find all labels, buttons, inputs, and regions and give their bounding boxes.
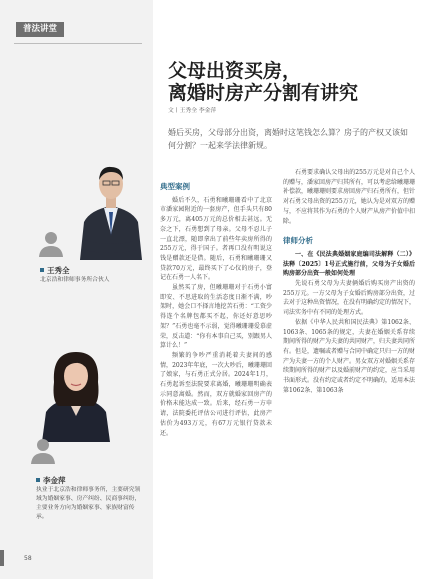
author-bio-2: 执业于北京浩和律师事务所，主要研究领域为婚姻家事、房产纠纷、民商事纠纷，主要业务方向为婚姻家事、家族财富传承。 xyxy=(36,487,141,520)
page-number: 58 xyxy=(24,555,32,562)
case-heading: 典型案例 xyxy=(160,182,190,191)
author-photo-1 xyxy=(70,150,152,260)
person-icon xyxy=(28,435,58,469)
title-line-2: 离婚时房产分割有讲究 xyxy=(168,82,359,104)
section-tag: 普法讲堂 xyxy=(16,22,64,37)
bullet-icon xyxy=(36,478,40,482)
divider xyxy=(14,43,142,44)
author-name-1 xyxy=(40,265,70,276)
person-icon xyxy=(36,228,66,262)
lead-paragraph: 婚后买房，父母部分出资，离婚时这笔钱怎么算？房子的产权又该如何分割？一起来学法律新规。 xyxy=(168,128,408,150)
law-heading: 律师分析 xyxy=(283,236,313,246)
title-line-1: 父母出资买房， xyxy=(168,60,302,82)
author-photo-2 xyxy=(36,342,116,442)
paragraph: 婚后不久，石勇和曦珊珊看中了北京市潘家园附近的一套房产，但手头只有80多万元，离405万元的总价相去甚远。无奈之下，石勇想到了母亲。父母不忍儿子一直北漂，随即拿出了前些年卖房所得的255万元，得于国子。者再口没有明说这钱是赠款还是借。随后，石勇和曦珊珊又贷款70万元，最终买下了心仪的房子，登记在石勇一人名下。 xyxy=(160,196,272,282)
paragraph: 虽然买了房，但曦珊珊对于石勇小富即安、不思进取的生活态度日渐不满，吵架时，她会口不择言地挖苦石勇：“工资少得连个名牌包都买不起，你还好意思吵架？”石勇也毫不示弱，觉得曦珊珊爱慕虚荣，反击道：“你有本事自己买，别跟男人算计么！” xyxy=(160,284,272,350)
author-name-2 xyxy=(36,475,66,486)
author-name-2-text: 李金萍 xyxy=(43,476,66,485)
article-title xyxy=(168,60,358,104)
sub-heading: 一、在《民法典婚姻家庭编司法解释（二）》法释〔2025〕1号正式施行前，父母为子女婚后购房部分出资一般如何处理 xyxy=(283,250,415,278)
byline: 文丨王秀全 李金萍 xyxy=(168,108,217,114)
paragraph: 依据《中华人民共和国民法典》第1062条、1063条、1065条的规定，夫妻在婚姻关系存续期间所得的财产为夫妻的共同财产，归夫妻共同所有。但是，遗嘱或者赠与合同中确定只归一方的财产为夫妻一方的个人财产。男女双方对婚姻关系存续期间所得的财产以及婚前财产的约定，应当采用书面形式。没有约定或者约定不明确的，适用本法第1062条、第1063条 xyxy=(283,318,416,394)
bullet-icon xyxy=(40,268,44,272)
column-1 xyxy=(160,182,272,438)
paragraph: 频繁的争吵严重消耗着夫妻间的感情，2023年年底，一次大吵后，曦珊珊回了娘家，与石勇正式分居。2024年1月，石勇起诉至法院要求离婚，曦珊珊明确表示同意离婚。然而，双方就婚家回房产的价格未能达成一致。后来，经石勇一方申请，法院委托评估公司进行评估，此房产估价为493万元，有67万元银行贷款未还。 xyxy=(160,351,272,437)
column-2 xyxy=(283,168,415,395)
author-bio-1: 北京浩和律师事务所合伙人 xyxy=(40,277,110,283)
page-corner-mark xyxy=(0,550,4,566)
paragraph: 先说石勇父母为夫妻俩婚后购买房产出资的255万元。一方父母为子女婚后购房部分出资，过去对于这种出资情况，在没有明确约定的情况下，司法实务中有不同的处理方式。 xyxy=(283,280,416,317)
paragraph: 石勇要求确认父母出的255万元是对自己个人的赠与，潘家回房产归其所有，可以考虑给曦珊珊补偿款，曦珊珊则要求房回房产归石勇所有，但针对石勇父母出资的255万元，她认为是对双方的赠与，不应将其作为石勇的个人财产从房产价值中扣除。 xyxy=(283,169,416,225)
author-name-1-text: 王秀全 xyxy=(47,266,70,275)
